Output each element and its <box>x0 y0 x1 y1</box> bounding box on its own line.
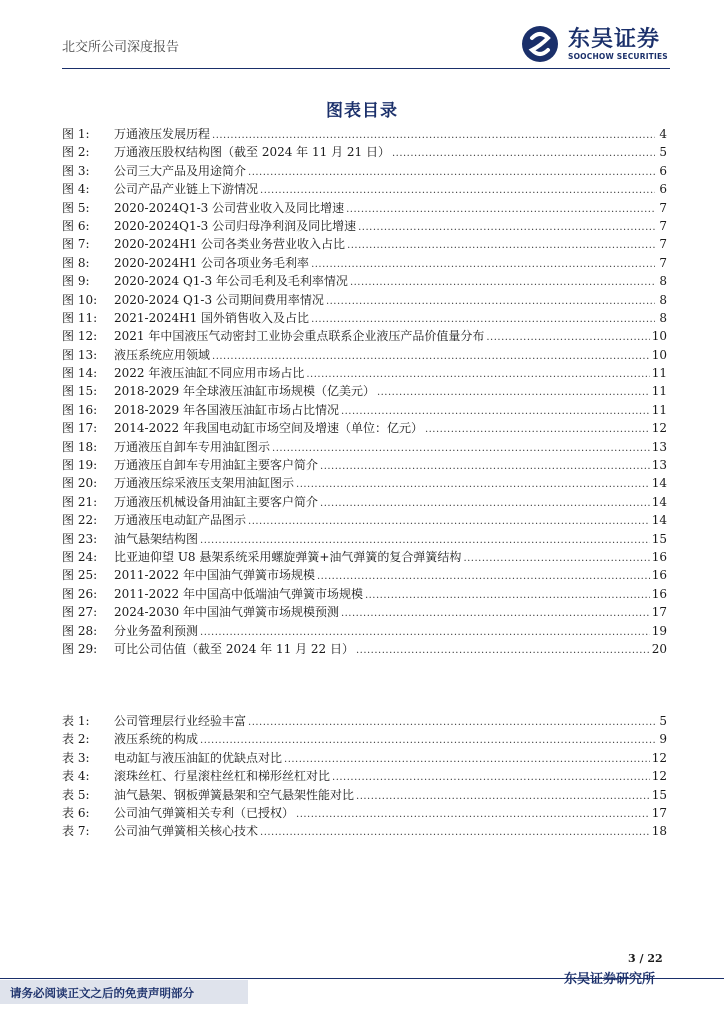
entry-page-number: 12 <box>651 750 667 765</box>
page-number: 3 / 22 <box>628 952 663 965</box>
entry-page-number: 11 <box>651 366 667 381</box>
entry-title: 万通液压股权结构图（截至 2024 年 11 月 21 日） <box>114 145 390 160</box>
figure-toc-entry[interactable] <box>62 622 667 640</box>
entry-label: 图 20: <box>62 476 98 491</box>
leader-dots <box>425 421 650 439</box>
report-type-label: 北交所公司深度报告 <box>62 40 180 55</box>
figure-toc-entry[interactable] <box>62 456 667 474</box>
entry-page-number: 5 <box>659 145 667 160</box>
entry-title: 公司管理层行业经验丰富 <box>114 714 247 728</box>
entry-title: 2018-2029 年全球液压油缸市场规模（亿美元） <box>114 384 375 399</box>
leader-dots <box>350 274 655 292</box>
entry-page-number: 8 <box>659 310 667 325</box>
table-toc-entry[interactable] <box>62 822 667 840</box>
entry-label: 图 15: <box>62 384 98 399</box>
entry-page-number: 6 <box>659 163 667 178</box>
entry-title: 2018-2029 年各国液压油缸市场占比情况 <box>114 402 339 417</box>
entry-label: 表 5: <box>62 787 90 802</box>
entry-page-number: 17 <box>651 805 667 820</box>
entry-label: 图 10: <box>62 292 98 307</box>
entry-title: 万通液压电动缸产品图示 <box>114 513 247 528</box>
entry-page-number: 8 <box>659 274 667 289</box>
figure-toc-entry[interactable] <box>62 640 667 658</box>
entry-page-number: 13 <box>651 458 667 473</box>
entry-label: 图 5: <box>62 200 90 215</box>
figure-toc-entry[interactable] <box>62 364 667 382</box>
entry-label: 表 4: <box>62 769 90 784</box>
entry-page-number: 16 <box>651 549 667 564</box>
entry-page-number: 13 <box>651 439 667 454</box>
entry-label: 图 1: <box>62 127 90 141</box>
entry-title: 2020-2024 Q1-3 公司期间费用率情况 <box>114 292 324 307</box>
leader-dots <box>296 806 650 824</box>
figure-toc-entry[interactable] <box>62 401 667 419</box>
footer-divider <box>0 978 724 979</box>
figure-toc-entry[interactable] <box>62 493 667 511</box>
table-toc-entry[interactable] <box>62 730 667 748</box>
entry-page-number: 17 <box>651 605 667 620</box>
entry-label: 图 12: <box>62 329 98 344</box>
entry-page-number: 4 <box>659 127 667 141</box>
leader-dots <box>358 219 655 237</box>
entry-label: 表 2: <box>62 732 90 747</box>
figure-toc-entry[interactable] <box>62 548 667 566</box>
entry-label: 图 28: <box>62 623 98 638</box>
leader-dots <box>356 642 650 660</box>
entry-page-number: 8 <box>659 292 667 307</box>
entry-label: 图 2: <box>62 145 90 160</box>
table-toc-entry[interactable] <box>62 712 667 730</box>
table-toc-entry[interactable] <box>62 804 667 822</box>
table-toc-entry[interactable] <box>62 786 667 804</box>
figure-toc-entry[interactable] <box>62 438 667 456</box>
entry-label: 图 3: <box>62 163 90 178</box>
entry-label: 表 1: <box>62 714 90 728</box>
disclaimer-text: 请务必阅读正文之后的免责声明部分 <box>10 986 194 1000</box>
entry-page-number: 19 <box>651 623 667 638</box>
entry-label: 图 18: <box>62 439 98 454</box>
entry-title: 油气悬架、钢板弹簧悬架和空气悬架性能对比 <box>114 787 355 802</box>
entry-title: 比亚迪仰望 U8 悬架系统采用螺旋弹簧+油气弹簧的复合弹簧结构 <box>114 549 462 564</box>
entry-title: 2024-2030 年中国油气弹簧市场规模预测 <box>114 605 339 620</box>
figure-toc-entry[interactable] <box>62 585 667 603</box>
leader-dots <box>356 788 650 806</box>
entry-page-number: 14 <box>651 513 667 528</box>
entry-title: 液压系统的构成 <box>114 732 199 747</box>
toc-title: 图表目录 <box>326 101 398 121</box>
entry-page-number: 14 <box>651 476 667 491</box>
table-toc-entry[interactable] <box>62 767 667 785</box>
entry-title: 2020-2024 Q1-3 年公司毛利及毛利率情况 <box>114 274 348 289</box>
entry-label: 图 25: <box>62 568 98 583</box>
header-divider <box>62 68 670 69</box>
leader-dots <box>377 384 650 402</box>
entry-label: 图 9: <box>62 274 90 289</box>
leader-dots <box>320 495 650 513</box>
leader-dots <box>296 476 650 494</box>
entry-title: 万通液压自卸车专用油缸图示 <box>114 439 271 454</box>
figure-toc-entry[interactable] <box>62 272 667 290</box>
entry-title: 万通液压发展历程 <box>114 127 211 141</box>
entry-title: 万通液压综采液压支架用油缸图示 <box>114 476 295 491</box>
figure-toc-entry[interactable] <box>62 346 667 364</box>
entry-label: 图 13: <box>62 347 98 362</box>
entry-label: 图 22: <box>62 513 98 528</box>
entry-label: 图 21: <box>62 494 98 509</box>
entry-title: 公司产品产业链上下游情况 <box>114 182 259 197</box>
entry-page-number: 10 <box>651 347 667 362</box>
entry-title: 万通液压机械设备用油缸主要客户简介 <box>114 494 319 509</box>
leader-dots <box>326 293 655 311</box>
figure-toc-entry[interactable] <box>62 382 667 400</box>
entry-page-number: 20 <box>651 641 667 656</box>
entry-page-number: 15 <box>651 531 667 546</box>
entry-label: 图 19: <box>62 458 98 473</box>
figure-toc-entry[interactable] <box>62 217 667 235</box>
figure-toc-entry[interactable] <box>62 235 667 253</box>
entry-title: 2020-2024Q1-3 公司营业收入及同比增速 <box>114 200 345 215</box>
entry-title: 2022 年液压油缸不同应用市场占比 <box>114 366 305 381</box>
table-toc-entry[interactable] <box>62 749 667 767</box>
leader-dots <box>463 550 649 568</box>
leader-dots <box>341 605 650 623</box>
figure-toc-entry[interactable] <box>62 566 667 584</box>
figure-toc-entry[interactable] <box>62 603 667 621</box>
entry-title: 滚珠丝杠、行星滚柱丝杠和梯形丝杠对比 <box>114 769 331 784</box>
entry-title: 万通液压自卸车专用油缸主要客户简介 <box>114 458 319 473</box>
entry-title: 2021 年中国液压气动密封工业协会重点联系企业液压产品价值量分布 <box>114 329 485 344</box>
leader-dots <box>260 824 650 842</box>
entry-label: 表 3: <box>62 750 90 765</box>
leader-dots <box>248 164 655 182</box>
entry-title: 公司油气弹簧相关专利（已授权） <box>114 805 295 820</box>
company-logo <box>520 22 680 66</box>
leader-dots <box>320 458 650 476</box>
figure-toc-entry[interactable] <box>62 180 667 198</box>
leader-dots <box>365 587 650 605</box>
figure-toc-entry[interactable] <box>62 474 667 492</box>
entry-page-number: 12 <box>651 769 667 784</box>
entry-page-number: 7 <box>659 237 667 252</box>
leader-dots <box>317 568 650 586</box>
entry-page-number: 14 <box>651 494 667 509</box>
figure-toc-entry[interactable] <box>62 125 667 143</box>
logo-chinese-name: 东吴证券 <box>568 27 661 52</box>
entry-page-number: 9 <box>659 732 667 747</box>
entry-title: 公司油气弹簧相关核心技术 <box>114 824 259 839</box>
leader-dots <box>486 329 649 347</box>
entry-page-number: 7 <box>659 218 667 233</box>
entry-page-number: 11 <box>651 402 667 417</box>
entry-title: 2020-2024Q1-3 公司归母净利润及同比增速 <box>114 218 357 233</box>
entry-page-number: 11 <box>651 384 667 399</box>
entry-label: 图 6: <box>62 218 90 233</box>
entry-page-number: 18 <box>651 824 667 839</box>
logo-english-name: SOOCHOW SECURITIES <box>568 52 668 61</box>
leader-dots <box>311 256 655 274</box>
figure-toc-entry[interactable] <box>62 530 667 548</box>
entry-label: 图 4: <box>62 182 90 197</box>
figure-list <box>62 125 667 658</box>
entry-page-number: 7 <box>659 255 667 270</box>
table-list <box>62 712 667 841</box>
entry-label: 图 26: <box>62 586 98 601</box>
entry-label: 图 8: <box>62 255 90 270</box>
figure-toc-entry[interactable] <box>62 309 667 327</box>
figure-toc-entry[interactable] <box>62 419 667 437</box>
entry-label: 图 16: <box>62 402 98 417</box>
leader-dots <box>284 751 650 769</box>
leader-dots <box>347 237 655 255</box>
entry-title: 2020-2024H1 公司各项业务毛利率 <box>114 255 310 270</box>
leader-dots <box>248 714 655 732</box>
research-institute-label: 东吴证券研究所 <box>564 972 656 987</box>
entry-label: 图 24: <box>62 549 98 564</box>
entry-label: 图 11: <box>62 310 98 325</box>
entry-page-number: 16 <box>651 586 667 601</box>
figure-toc-entry[interactable] <box>62 143 667 161</box>
leader-dots <box>272 440 650 458</box>
figure-toc-entry[interactable] <box>62 162 667 180</box>
figure-toc-entry[interactable] <box>62 327 667 345</box>
entry-title: 电动缸与液压油缸的优缺点对比 <box>114 750 283 765</box>
entry-page-number: 7 <box>659 200 667 215</box>
leader-dots <box>392 145 655 163</box>
entry-title: 油气悬架结构图 <box>114 531 199 546</box>
entry-title: 2014-2022 年我国电动缸市场空间及增速（单位：亿元） <box>114 421 423 436</box>
entry-title: 2020-2024H1 公司各类业务营业收入占比 <box>114 237 346 252</box>
entry-label: 图 7: <box>62 237 90 252</box>
leader-dots <box>248 513 650 531</box>
entry-label: 表 6: <box>62 805 90 820</box>
leader-dots <box>346 201 655 219</box>
figure-toc-entry[interactable] <box>62 511 667 529</box>
entry-title: 公司三大产品及用途简介 <box>114 163 247 178</box>
entry-page-number: 10 <box>651 329 667 344</box>
entry-label: 图 14: <box>62 366 98 381</box>
entry-label: 图 23: <box>62 531 98 546</box>
entry-page-number: 5 <box>659 714 667 728</box>
entry-page-number: 6 <box>659 182 667 197</box>
soochow-logo-icon <box>520 24 560 64</box>
figure-toc-entry[interactable] <box>62 254 667 272</box>
entry-title: 2021-2024H1 国外销售收入及占比 <box>114 310 310 325</box>
figure-toc-entry[interactable] <box>62 199 667 217</box>
entry-title: 分业务盈利预测 <box>114 623 199 638</box>
entry-title: 2011-2022 年中国高中低端油气弹簧市场规模 <box>114 586 363 601</box>
entry-title: 2011-2022 年中国油气弹簧市场规模 <box>114 568 315 583</box>
entry-title: 液压系统应用领域 <box>114 347 211 362</box>
entry-page-number: 12 <box>651 421 667 436</box>
entry-title: 可比公司估值（截至 2024 年 11 月 22 日） <box>114 641 354 656</box>
entry-label: 图 17: <box>62 421 98 436</box>
entry-page-number: 15 <box>651 787 667 802</box>
entry-label: 表 7: <box>62 824 90 839</box>
entry-label: 图 27: <box>62 605 98 620</box>
entry-page-number: 16 <box>651 568 667 583</box>
entry-label: 图 29: <box>62 641 98 656</box>
figure-toc-entry[interactable] <box>62 291 667 309</box>
leader-dots <box>332 769 650 787</box>
